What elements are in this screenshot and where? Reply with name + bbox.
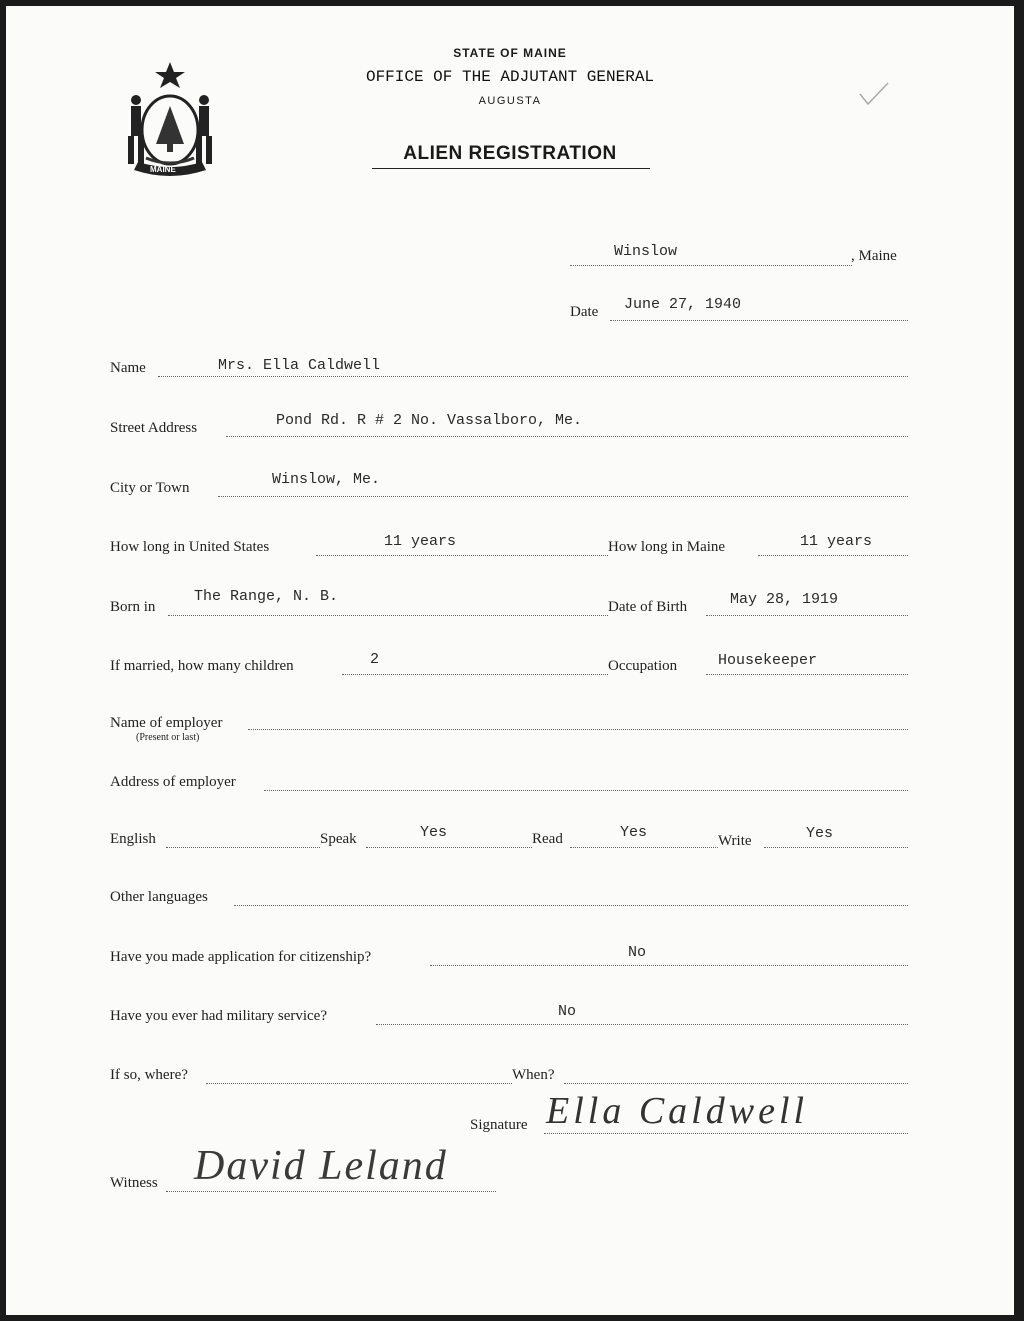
signature-value[interactable]: Ella Caldwell bbox=[546, 1090, 809, 1132]
born-in-value[interactable]: The Range, N. B. bbox=[194, 588, 339, 605]
other-languages-label: Other languages bbox=[110, 889, 208, 905]
title-underline bbox=[372, 168, 650, 169]
us-duration-value[interactable]: 11 years bbox=[384, 533, 457, 550]
state-heading: STATE OF MAINE bbox=[453, 46, 567, 60]
date-value[interactable]: June 27, 1940 bbox=[624, 296, 742, 313]
city-value[interactable]: Winslow, Me. bbox=[272, 471, 381, 488]
name-value[interactable]: Mrs. Ella Caldwell bbox=[218, 357, 381, 374]
maine-duration-label: How long in Maine bbox=[608, 539, 726, 555]
children-value[interactable]: 2 bbox=[370, 651, 380, 668]
name-label: Name bbox=[110, 360, 146, 376]
occupation-label: Occupation bbox=[608, 658, 678, 674]
speak-label: Speak bbox=[320, 831, 357, 847]
signature-label: Signature bbox=[470, 1117, 528, 1133]
employer-sublabel: (Present or last) bbox=[136, 732, 200, 743]
born-in-label: Born in bbox=[110, 599, 156, 615]
english-label: English bbox=[110, 831, 156, 847]
witness-value[interactable]: David Leland bbox=[194, 1143, 448, 1189]
children-label: If married, how many children bbox=[110, 658, 294, 674]
place-suffix: , Maine bbox=[851, 248, 897, 264]
dob-label: Date of Birth bbox=[608, 599, 688, 615]
read-value[interactable]: Yes bbox=[620, 824, 648, 841]
city-heading: AUGUSTA bbox=[478, 95, 542, 107]
date-label: Date bbox=[570, 304, 599, 320]
employer-label: Name of employer bbox=[110, 715, 223, 731]
when-label: When? bbox=[512, 1067, 555, 1083]
dob-value[interactable]: May 28, 1919 bbox=[730, 591, 839, 608]
street-value[interactable]: Pond Rd. R # 2 No. Vassalboro, Me. bbox=[276, 412, 583, 429]
seal-banner-text: MAINE bbox=[150, 165, 176, 174]
page-title: ALIEN REGISTRATION bbox=[403, 143, 617, 164]
document-page bbox=[6, 6, 1014, 1315]
witness-label: Witness bbox=[110, 1175, 158, 1191]
citizenship-label: Have you made application for citizenship? bbox=[110, 949, 372, 965]
employer-address-label: Address of employer bbox=[110, 774, 236, 790]
office-heading: OFFICE OF THE ADJUTANT GENERAL bbox=[365, 68, 655, 86]
check-mark-icon bbox=[856, 80, 892, 110]
citizenship-value[interactable]: No bbox=[628, 944, 647, 961]
street-label: Street Address bbox=[110, 420, 198, 436]
write-label: Write bbox=[718, 833, 752, 849]
where-label: If so, where? bbox=[110, 1067, 188, 1083]
maine-duration-value[interactable]: 11 years bbox=[800, 533, 873, 550]
city-label: City or Town bbox=[110, 480, 190, 496]
read-label: Read bbox=[532, 831, 563, 847]
write-value[interactable]: Yes bbox=[806, 825, 834, 842]
military-label: Have you ever had military service? bbox=[110, 1008, 327, 1024]
place-value[interactable]: Winslow bbox=[614, 243, 678, 260]
speak-value[interactable]: Yes bbox=[420, 824, 448, 841]
us-duration-label: How long in United States bbox=[110, 539, 270, 555]
military-value[interactable]: No bbox=[558, 1003, 577, 1020]
occupation-value[interactable]: Housekeeper bbox=[718, 652, 818, 669]
